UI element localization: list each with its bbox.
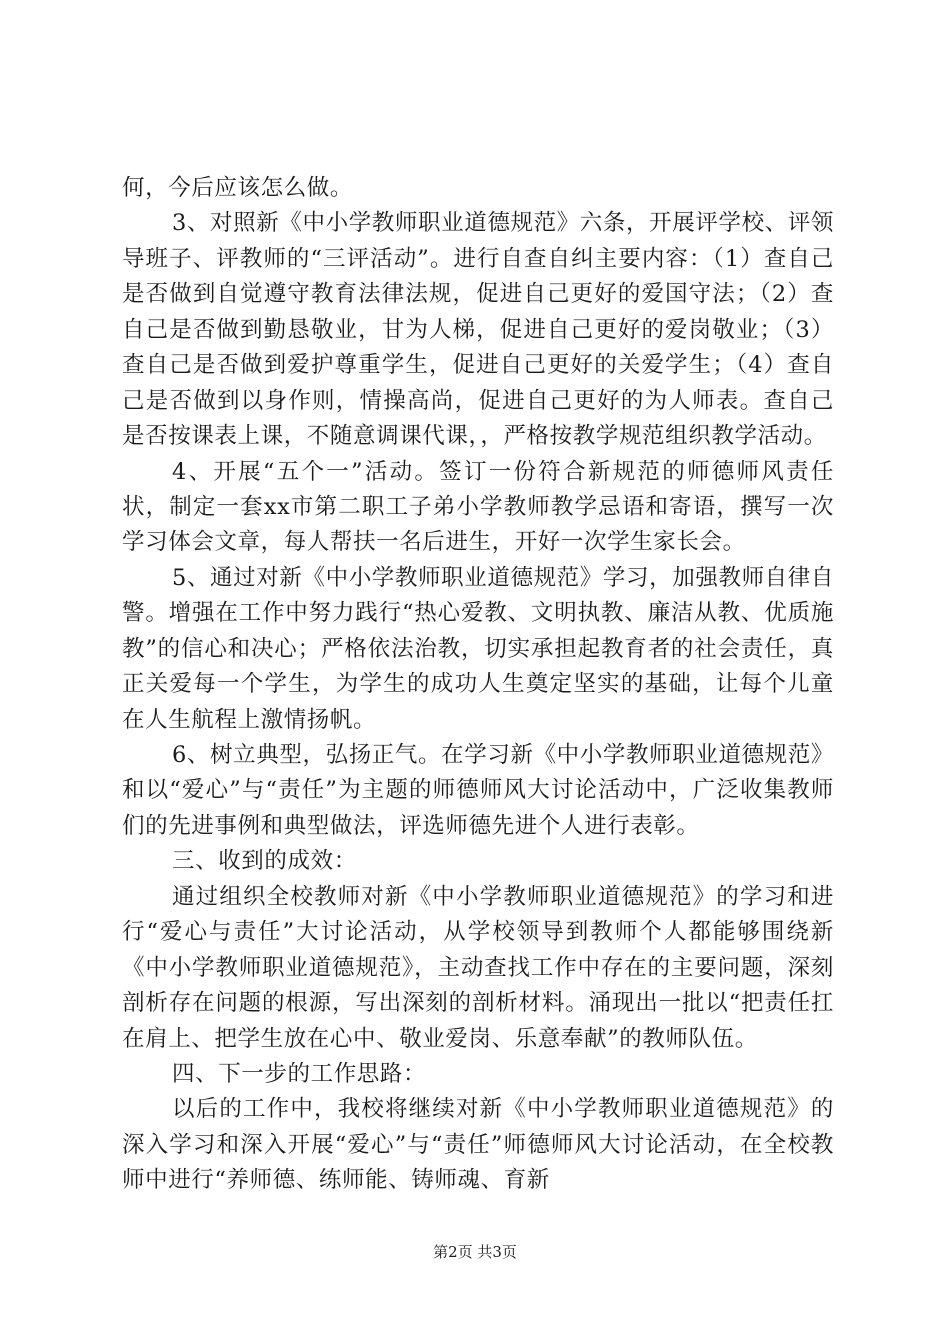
paragraph-3: 4、开展“五个一”活动。签订一份符合新规范的师德师风责任状，制定一套xx市第二职工子弟小学教师教学忌语和寄语，撰写一次学习体会文章，每人帮扶一名后进生，开好一次学生家长会。 — [122, 458, 834, 556]
section-heading-3: 三、收到的成效： — [172, 848, 357, 875]
paragraph-7: 以后的工作中，我校将继续对新《中小学教师职业道德规范》的深入学习和深入开展“爱心”与“责任”师德师风大讨论活动，在全校教师中进行“养师德、练师能、铸师魂、育新 — [122, 1096, 834, 1194]
page-number-footer: 第2页 共3页 — [433, 1243, 517, 1261]
section-heading-4: 四、下一步的工作思路： — [172, 1060, 427, 1087]
paragraph-5: 6、树立典型，弘扬正气。在学习新《中小学教师职业道德规范》和以“爱心”与“责任”为主题的师德师风大讨论活动中，广泛收集教师们的先进事例和典型做法，评选师德先进个人进行表彰。 — [122, 742, 834, 839]
paragraph-6: 通过组织全校教师对新《中小学教师职业道德规范》的学习和进行“爱心与责任”大讨论活动，从学校领导到教师个人都能够围绕新《中小学教师职业道德规范》，主动查找工作中存在的主要问题，深刻剖析存在问题的根源，写出深刻的剖析材料。涌现出一批以“把责任扛在肩上、把学生放在心中、敬业爱岗、乐意奉献”的教师队伍。 — [122, 883, 834, 1052]
paragraph-4: 5、通过对新《中小学教师职业道德规范》学习，加强教师自律自警。增强在工作中努力践行“热心爱教、文明执教、廉洁从教、优质施教”的信心和决心；严格依法治教，切实承担起教育者的社会责任，真正关爱每一个学生，为学生的成功人生奠定坚实的基础，让每个儿童在人生航程上激情扬帆。 — [122, 564, 834, 733]
document-body — [122, 171, 834, 1199]
paragraph-1: 何，今后应该怎么做。 — [122, 175, 354, 201]
paragraph-2: 3、对照新《中小学教师职业道德规范》六条，开展评学校、评领导班子、评教师的“三评活动”。进行自查自纠主要内容：（1）查自己是否做到自觉遵守教育法律法规，促进自己更好的爱国守法；（2）查自己是否做到勤恳敬业，甘为人梯，促进自己更好的爱岗敬业；（3）查自己是否做到爱护尊重学生，促进自己更好的关爱学生；（4）查自己是否做到以身作则，情操高尚，促进自己更好的为人师表。查自己是否按课表上课，不随意调课代课，，严格按教学规范组织教学活动。 — [122, 210, 834, 450]
